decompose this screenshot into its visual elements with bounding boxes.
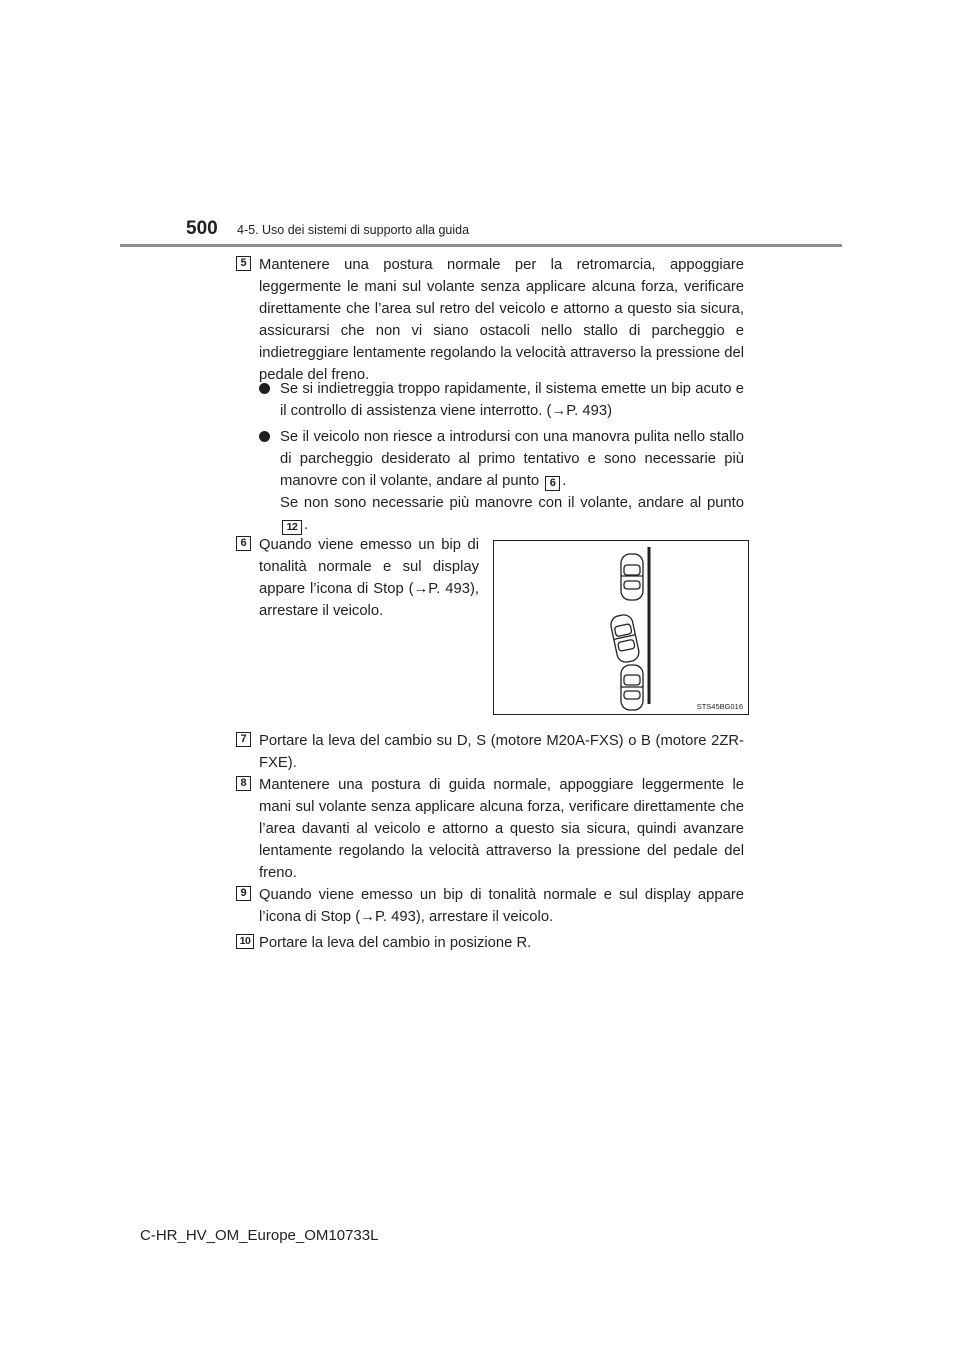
parking-diagram [494, 541, 750, 716]
bullet-text: Se si indietreggia troppo rapidamente, il sistema emette un bip acuto e il controllo di assistenza viene interrotto. (→P. 493) [280, 381, 744, 419]
bullet-punct: . [304, 517, 309, 533]
bullet-dot-icon [259, 431, 270, 442]
section-title: 4-5. Uso dei sistemi di supporto alla guida [237, 223, 470, 237]
step-5-text: Mantenere una postura normale per la retromarcia, appoggiare leggermente le mani sul volante senza applicare alcuna forza, verificare direttamente che l’area sul retro del veicolo e attorno a questo sia sicura, assicurarsi che non vi siano ostacoli nello stallo di parcheggio e indietreggiare lentamente regolando la velocità attraverso la pressione del pedale del freno. [259, 257, 744, 383]
bullet-text-continued [280, 492, 744, 536]
step-number-10: 10 [236, 934, 254, 949]
parked-car-front-icon [621, 554, 643, 600]
parked-car-rear-icon [621, 665, 643, 710]
step-number-6: 6 [236, 536, 251, 551]
illustration-code: STS45BG016 [696, 702, 743, 711]
step-6-text: Quando viene emesso un bip di tonalità normale e sul display appare l’icona di Stop (→P. 493), arrestare il veicolo. [259, 537, 479, 619]
step-number-8: 8 [236, 776, 251, 791]
step-9-text: Quando viene emesso un bip di tonalità normale e sul display appare l’icona di Stop (→P. 493), arrestare il veicolo. [259, 887, 744, 925]
step-7-text: Portare la leva del cambio su D, S (motore M20A-FXS) o B (motore 2ZR-FXE). [259, 733, 744, 771]
bullet-dot-icon [259, 383, 270, 394]
step-number-7: 7 [236, 732, 251, 747]
bullet-text: Se il veicolo non riesce a introdursi con una manovra pulita nello stallo di parcheggio desiderato al primo tentativo e sono necessarie più manovre con il volante, andare al punto [280, 429, 744, 489]
bullet-item [259, 378, 744, 422]
step-8-text: Mantenere una postura di guida normale, appoggiare leggermente le mani sul volante senza applicare alcuna forza, verificare direttamente che l’area davanti al veicolo e attorno a questo sia sicura, quindi avanzare lentamente regolando la velocità attraverso la pressione del pedale del freno. [259, 777, 744, 881]
bullet-text: Se non sono necessarie più manovre con il volante, andare al punto [280, 495, 744, 511]
step-number-5: 5 [236, 256, 251, 271]
bullet-item [259, 426, 744, 536]
step-5-bullets [259, 378, 744, 540]
step-number-9: 9 [236, 886, 251, 901]
document-code: C-HR_HV_OM_Europe_OM10733L [140, 1227, 379, 1244]
step-reference-6: 6 [545, 476, 560, 491]
parking-illustration [493, 540, 749, 715]
step-10-text: Portare la leva del cambio in posizione R. [259, 935, 532, 951]
page-number: 500 [186, 218, 218, 239]
step-reference-12: 12 [282, 520, 302, 535]
maneuvering-car-icon [609, 613, 640, 664]
bullet-punct: . [562, 473, 567, 489]
header-divider [120, 244, 842, 247]
